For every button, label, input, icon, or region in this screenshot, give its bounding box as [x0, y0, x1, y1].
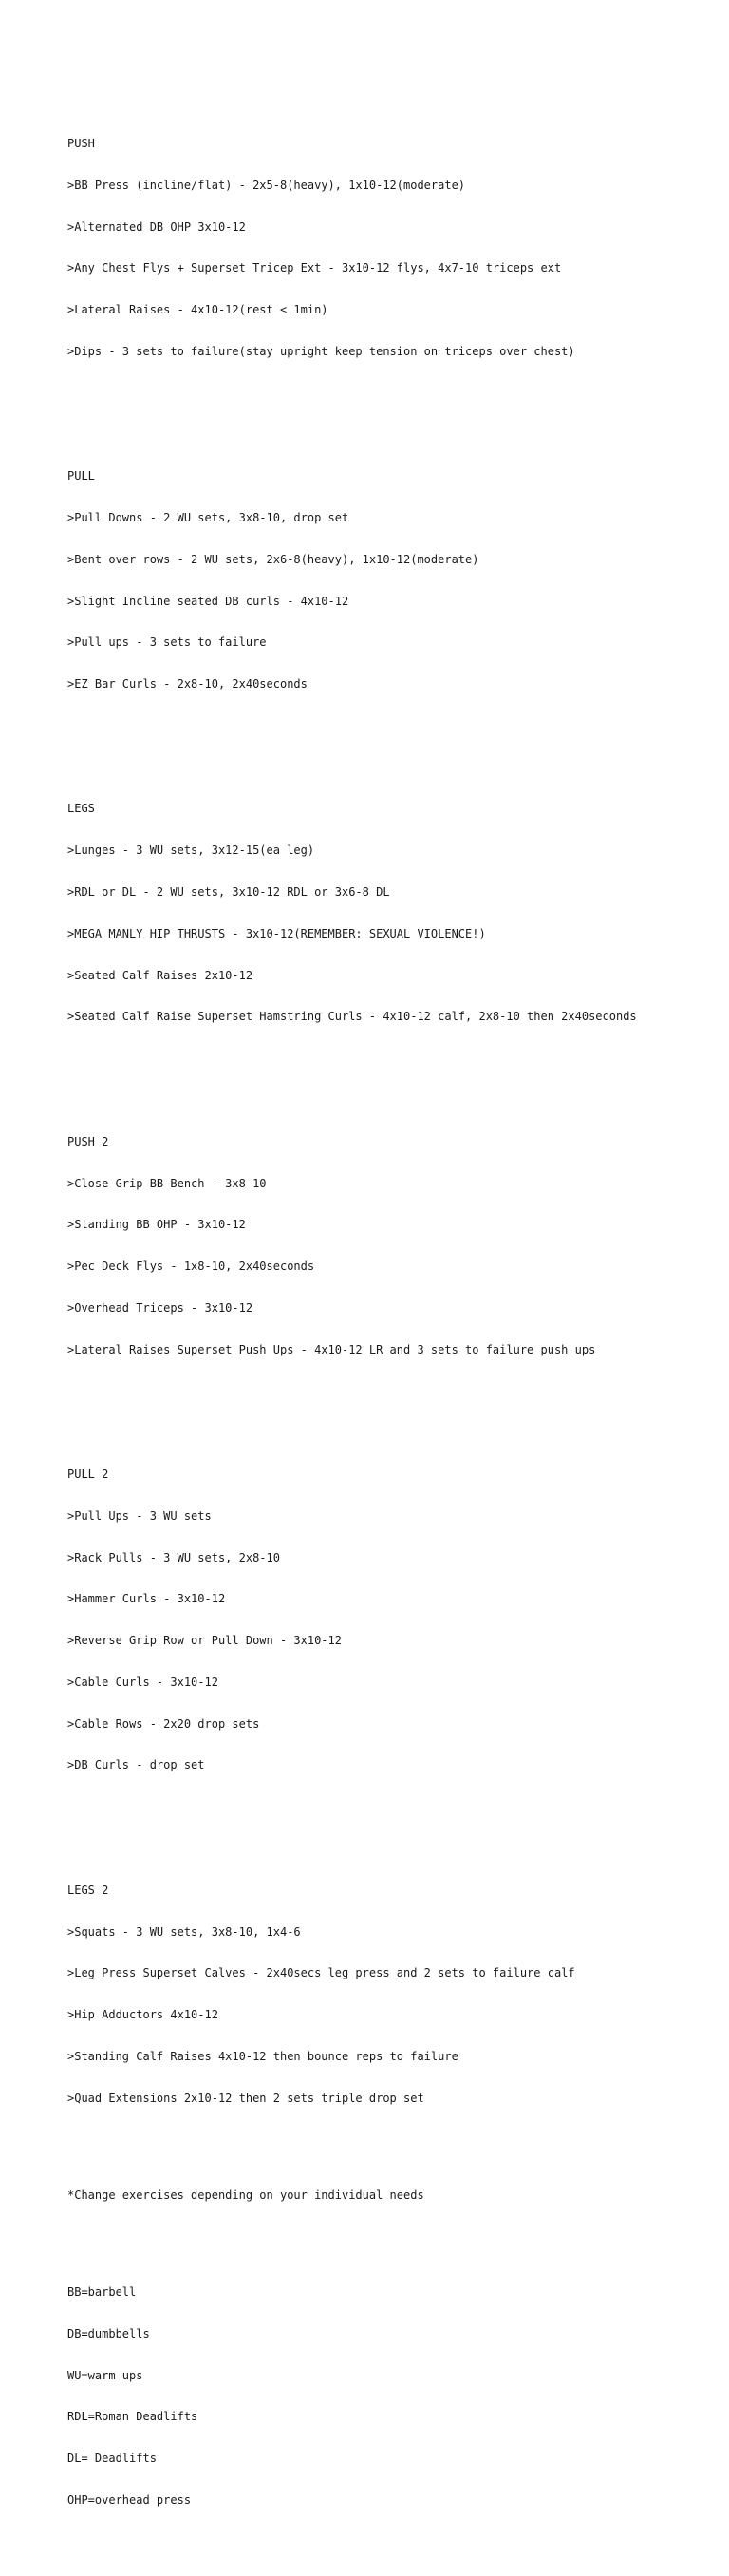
section-title: PULL	[67, 469, 95, 483]
section-title: PULL 2	[67, 1467, 109, 1481]
section-pull	[67, 442, 710, 719]
exercise-line: >Seated Calf Raise Superset Hamstring Curls - 4x10-12 calf, 2x8-10 then 2x40seconds	[67, 1010, 637, 1024]
section-push	[67, 109, 710, 387]
exercise-line: >RDL or DL - 2 WU sets, 3x10-12 RDL or 3x6-8 DL	[67, 885, 390, 900]
glossary-entry: RDL=Roman Deadlifts	[67, 2410, 198, 2424]
glossary-entry: DB=dumbbells	[67, 2326, 150, 2340]
exercise-line: >MEGA MANLY HIP THRUSTS - 3x10-12(REMEMBER: SEXUAL VIOLENCE!)	[67, 926, 486, 940]
glossary-entry: BB=barbell	[67, 2285, 137, 2299]
exercise-line: >DB Curls - drop set	[67, 1758, 205, 1772]
glossary-entry: DL= Deadlifts	[67, 2452, 157, 2466]
exercise-line: >Overhead Triceps - 3x10-12	[67, 1300, 253, 1315]
exercise-line: >Alternated DB OHP 3x10-12	[67, 219, 246, 234]
glossary	[67, 2258, 710, 2535]
exercise-line: >Quad Extensions 2x10-12 then 2 sets triple drop set	[67, 2091, 424, 2105]
section-legs	[67, 774, 710, 1051]
exercise-line: >Leg Press Superset Calves - 2x40secs leg press and 2 sets to failure calf	[67, 1966, 575, 1980]
exercise-line: >Standing BB OHP - 3x10-12	[67, 1218, 246, 1232]
exercise-line: >Pull ups - 3 sets to failure	[67, 635, 267, 650]
section-legs-2	[67, 1856, 710, 2133]
exercise-line: >Hip Adductors 4x10-12	[67, 2008, 218, 2022]
exercise-line: >Cable Curls - 3x10-12	[67, 1675, 218, 1689]
section-title: LEGS	[67, 802, 95, 816]
exercise-line: >Standing Calf Raises 4x10-12 then bounce reps to failure	[67, 2049, 458, 2063]
exercise-line: >Seated Calf Raises 2x10-12	[67, 968, 253, 982]
exercise-line: >Pull Ups - 3 WU sets	[67, 1508, 212, 1523]
exercise-line: >Cable Rows - 2x20 drop sets	[67, 1716, 260, 1731]
section-title: PUSH	[67, 136, 95, 150]
exercise-line: >Lunges - 3 WU sets, 3x12-15(ea leg)	[67, 843, 315, 858]
exercise-line: >Bent over rows - 2 WU sets, 2x6-8(heavy), 1x10-12(moderate)	[67, 552, 479, 566]
section-pull-2	[67, 1440, 710, 1800]
exercise-line: >Lateral Raises - 4x10-12(rest < 1min)	[67, 303, 328, 317]
exercise-line: >Lateral Raises Superset Push Ups - 4x10-12 LR and 3 sets to failure push ups	[67, 1342, 596, 1356]
section-title: PUSH 2	[67, 1134, 109, 1148]
document-body	[67, 67, 710, 2576]
exercise-line: >BB Press (incline/flat) - 2x5-8(heavy), 1x10-12(moderate)	[67, 178, 466, 192]
exercise-line: >Rack Pulls - 3 WU sets, 2x8-10	[67, 1550, 280, 1564]
exercise-line: >Close Grip BB Bench - 3x8-10	[67, 1176, 267, 1190]
exercise-line: >Pull Downs - 2 WU sets, 3x8-10, drop set	[67, 511, 349, 524]
exercise-line: >Pec Deck Flys - 1x8-10, 2x40seconds	[67, 1260, 315, 1274]
exercise-line: >Reverse Grip Row or Pull Down - 3x10-12	[67, 1634, 342, 1648]
exercise-line: >Dips - 3 sets to failure(stay upright keep tension on triceps over chest)	[67, 344, 575, 358]
section-title: LEGS 2	[67, 1883, 109, 1897]
footnote: *Change exercises depending on your individual needs	[67, 2188, 424, 2202]
glossary-entry: WU=warm ups	[67, 2368, 143, 2382]
exercise-line: >EZ Bar Curls - 2x8-10, 2x40seconds	[67, 677, 308, 691]
exercise-line: >Slight Incline seated DB curls - 4x10-12	[67, 594, 349, 608]
glossary-entry: OHP=overhead press	[67, 2492, 192, 2507]
exercise-line: >Squats - 3 WU sets, 3x8-10, 1x4-6	[67, 1924, 301, 1939]
section-push-2	[67, 1108, 710, 1385]
exercise-line: >Hammer Curls - 3x10-12	[67, 1592, 226, 1606]
exercise-line: >Any Chest Flys + Superset Tricep Ext - 3x10-12 flys, 4x7-10 triceps ext	[67, 261, 562, 275]
